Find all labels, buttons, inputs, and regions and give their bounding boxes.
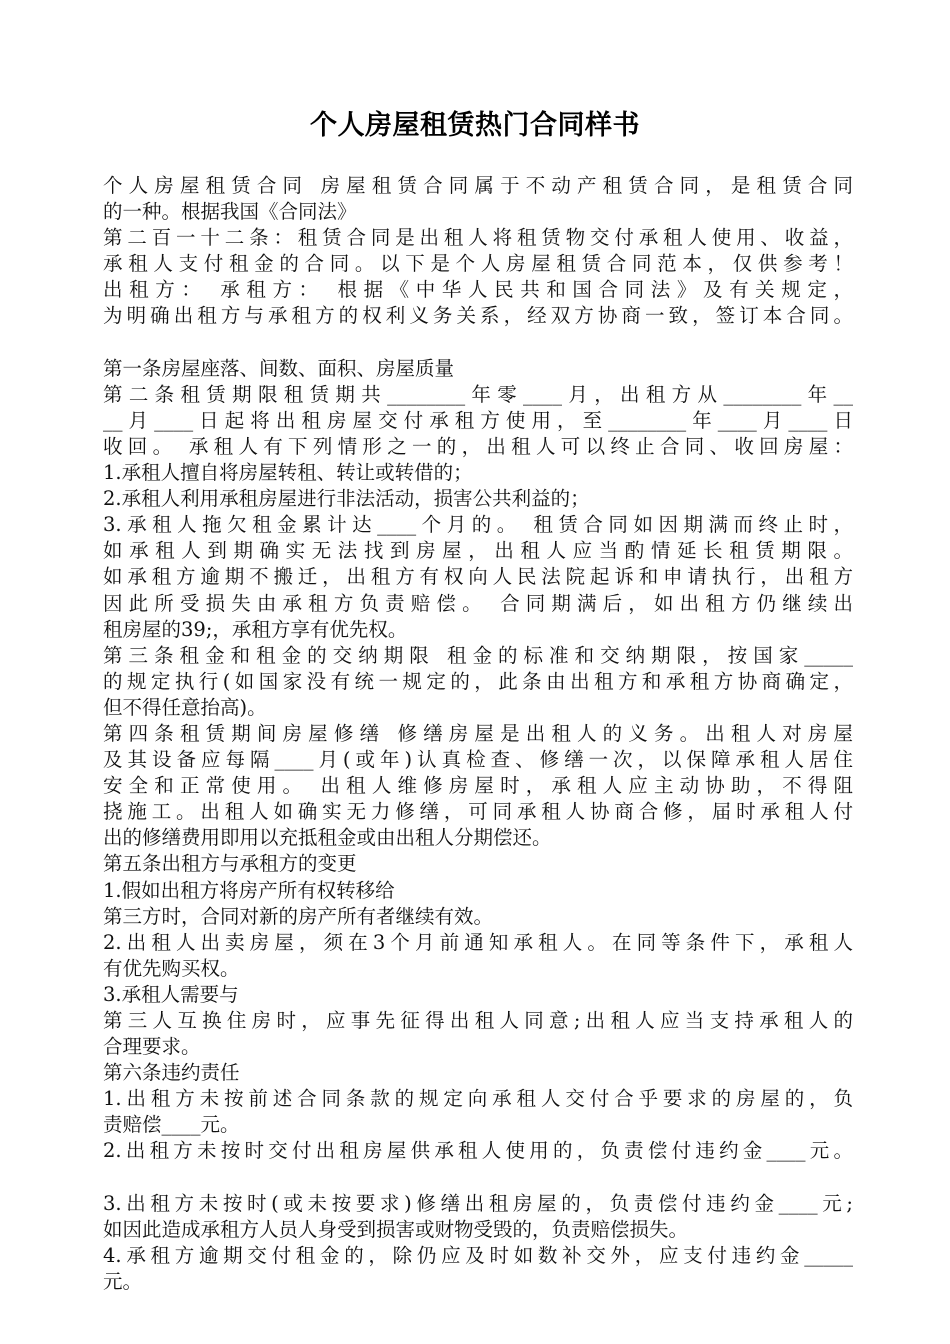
- text-line: 第六条违约责任: [103, 1061, 240, 1085]
- text-line: 为明确出租方与承租方的权利义务关系，经双方协商一致，签订本合同。: [103, 304, 853, 328]
- text-line: 的一种。根据我国《合同法》: [103, 200, 357, 224]
- text-line: 如因此造成承租方人员人身受到损害或财物受毁的，负责赔偿损失。: [103, 1217, 689, 1241]
- text-line: 如承租人到期确实无法找到房屋，出租人应当酌情延长租赁期限。: [103, 539, 853, 563]
- document-title: 个人房屋租赁热门合同样书: [310, 110, 640, 141]
- text-line: 及其设备应每隔____月(或年)认真检查、修缮一次，以保障承租人居住: [103, 748, 853, 772]
- text-line: 2.出租方未按时交付出租房屋供承租人使用的，负责偿付违约金____元。: [103, 1139, 853, 1163]
- text-line: 第三条租金和租金的交纳期限 租金的标准和交纳期限，按国家_____: [103, 643, 853, 667]
- text-line: 1.出租方未按前述合同条款的规定向承租人交付合乎要求的房屋的，负: [103, 1087, 853, 1111]
- text-line: 4.承租方逾期交付租金的，除仍应及时如数补交外，应支付违约金_____: [103, 1243, 853, 1267]
- text-line: 第二百一十二条：租赁合同是出租人将租赁物交付承租人使用、收益，: [103, 226, 853, 250]
- text-line: 2.出租人出卖房屋，须在3个月前通知承租人。在同等条件下，承租人: [103, 930, 853, 954]
- text-line: 1.承租人擅自将房屋转租、转让或转借的；: [103, 461, 473, 485]
- text-line: 第二条租赁期限租赁期共________年零____月，出租方从________年__: [103, 382, 853, 406]
- text-line: 租房屋的39;，承租方享有优先权。: [103, 617, 408, 641]
- text-line: 第五条出租方与承租方的变更: [103, 852, 357, 876]
- text-line: 有优先购买权。: [103, 956, 240, 980]
- text-line: 元。: [103, 1269, 143, 1293]
- text-line: 挠施工。出租人如确实无力修缮，可同承租人协商合修，届时承租人付: [103, 800, 853, 824]
- text-line: 第四条租赁期间房屋修缮 修缮房屋是出租人的义务。出租人对房屋: [103, 721, 853, 745]
- text-line: 第一条房屋座落、间数、面积、房屋质量: [103, 356, 455, 380]
- text-line: 第三方时，合同对新的房产所有者继续有效。: [103, 904, 494, 928]
- text-line: 3.承租人拖欠租金累计达____个月的。 租赁合同如因期满而终止时，: [103, 513, 853, 537]
- text-line: 承租人支付租金的合同。以下是个人房屋租赁合同范本，仅供参考！: [103, 252, 853, 276]
- text-line: 出的修缮费用即用以充抵租金或由出租人分期偿还。: [103, 826, 552, 850]
- text-line: 的规定执行(如国家没有统一规定的，此条由出租方和承租方协商确定，: [103, 669, 853, 693]
- text-line: __月____日起将出租房屋交付承租方使用，至________年____月____日: [103, 408, 853, 432]
- text-line: 因此所受损失由承租方负责赔偿。 合同期满后，如出租方仍继续出: [103, 591, 853, 615]
- blank-line: [103, 330, 853, 356]
- document-body: [103, 173, 853, 1295]
- text-line: 2.承租人利用承租房屋进行非法活动，损害公共利益的；: [103, 487, 590, 511]
- text-line: 合理要求。: [103, 1035, 201, 1059]
- text-line: 收回。 承租人有下列情形之一的，出租人可以终止合同、收回房屋：: [103, 434, 853, 458]
- text-line: 第三人互换住房时，应事先征得出租人同意;出租人应当支持承租人的: [103, 1009, 853, 1032]
- text-line: 但不得任意抬高)。: [103, 695, 267, 719]
- text-line: 1.假如出租方将房产所有权转移给: [103, 878, 395, 902]
- text-line: 个人房屋租赁合同 房屋租赁合同属于不动产租赁合同，是租赁合同: [103, 174, 853, 197]
- text-line: 3.承租人需要与: [103, 982, 239, 1006]
- text-line: 3.出租方未按时(或未按要求)修缮出租房屋的，负责偿付违约金____元;: [103, 1191, 853, 1215]
- text-line: 安全和正常使用。 出租人维修房屋时，承租人应主动协助，不得阻: [103, 774, 853, 798]
- blank-line: [103, 1165, 853, 1191]
- text-line: 如承租方逾期不搬迁，出租方有权向人民法院起诉和申请执行，出租方: [103, 565, 853, 589]
- text-line: 责赔偿____元。: [103, 1113, 240, 1137]
- text-line: 出租方： 承租方： 根据《中华人民共和国合同法》及有关规定，: [103, 278, 853, 302]
